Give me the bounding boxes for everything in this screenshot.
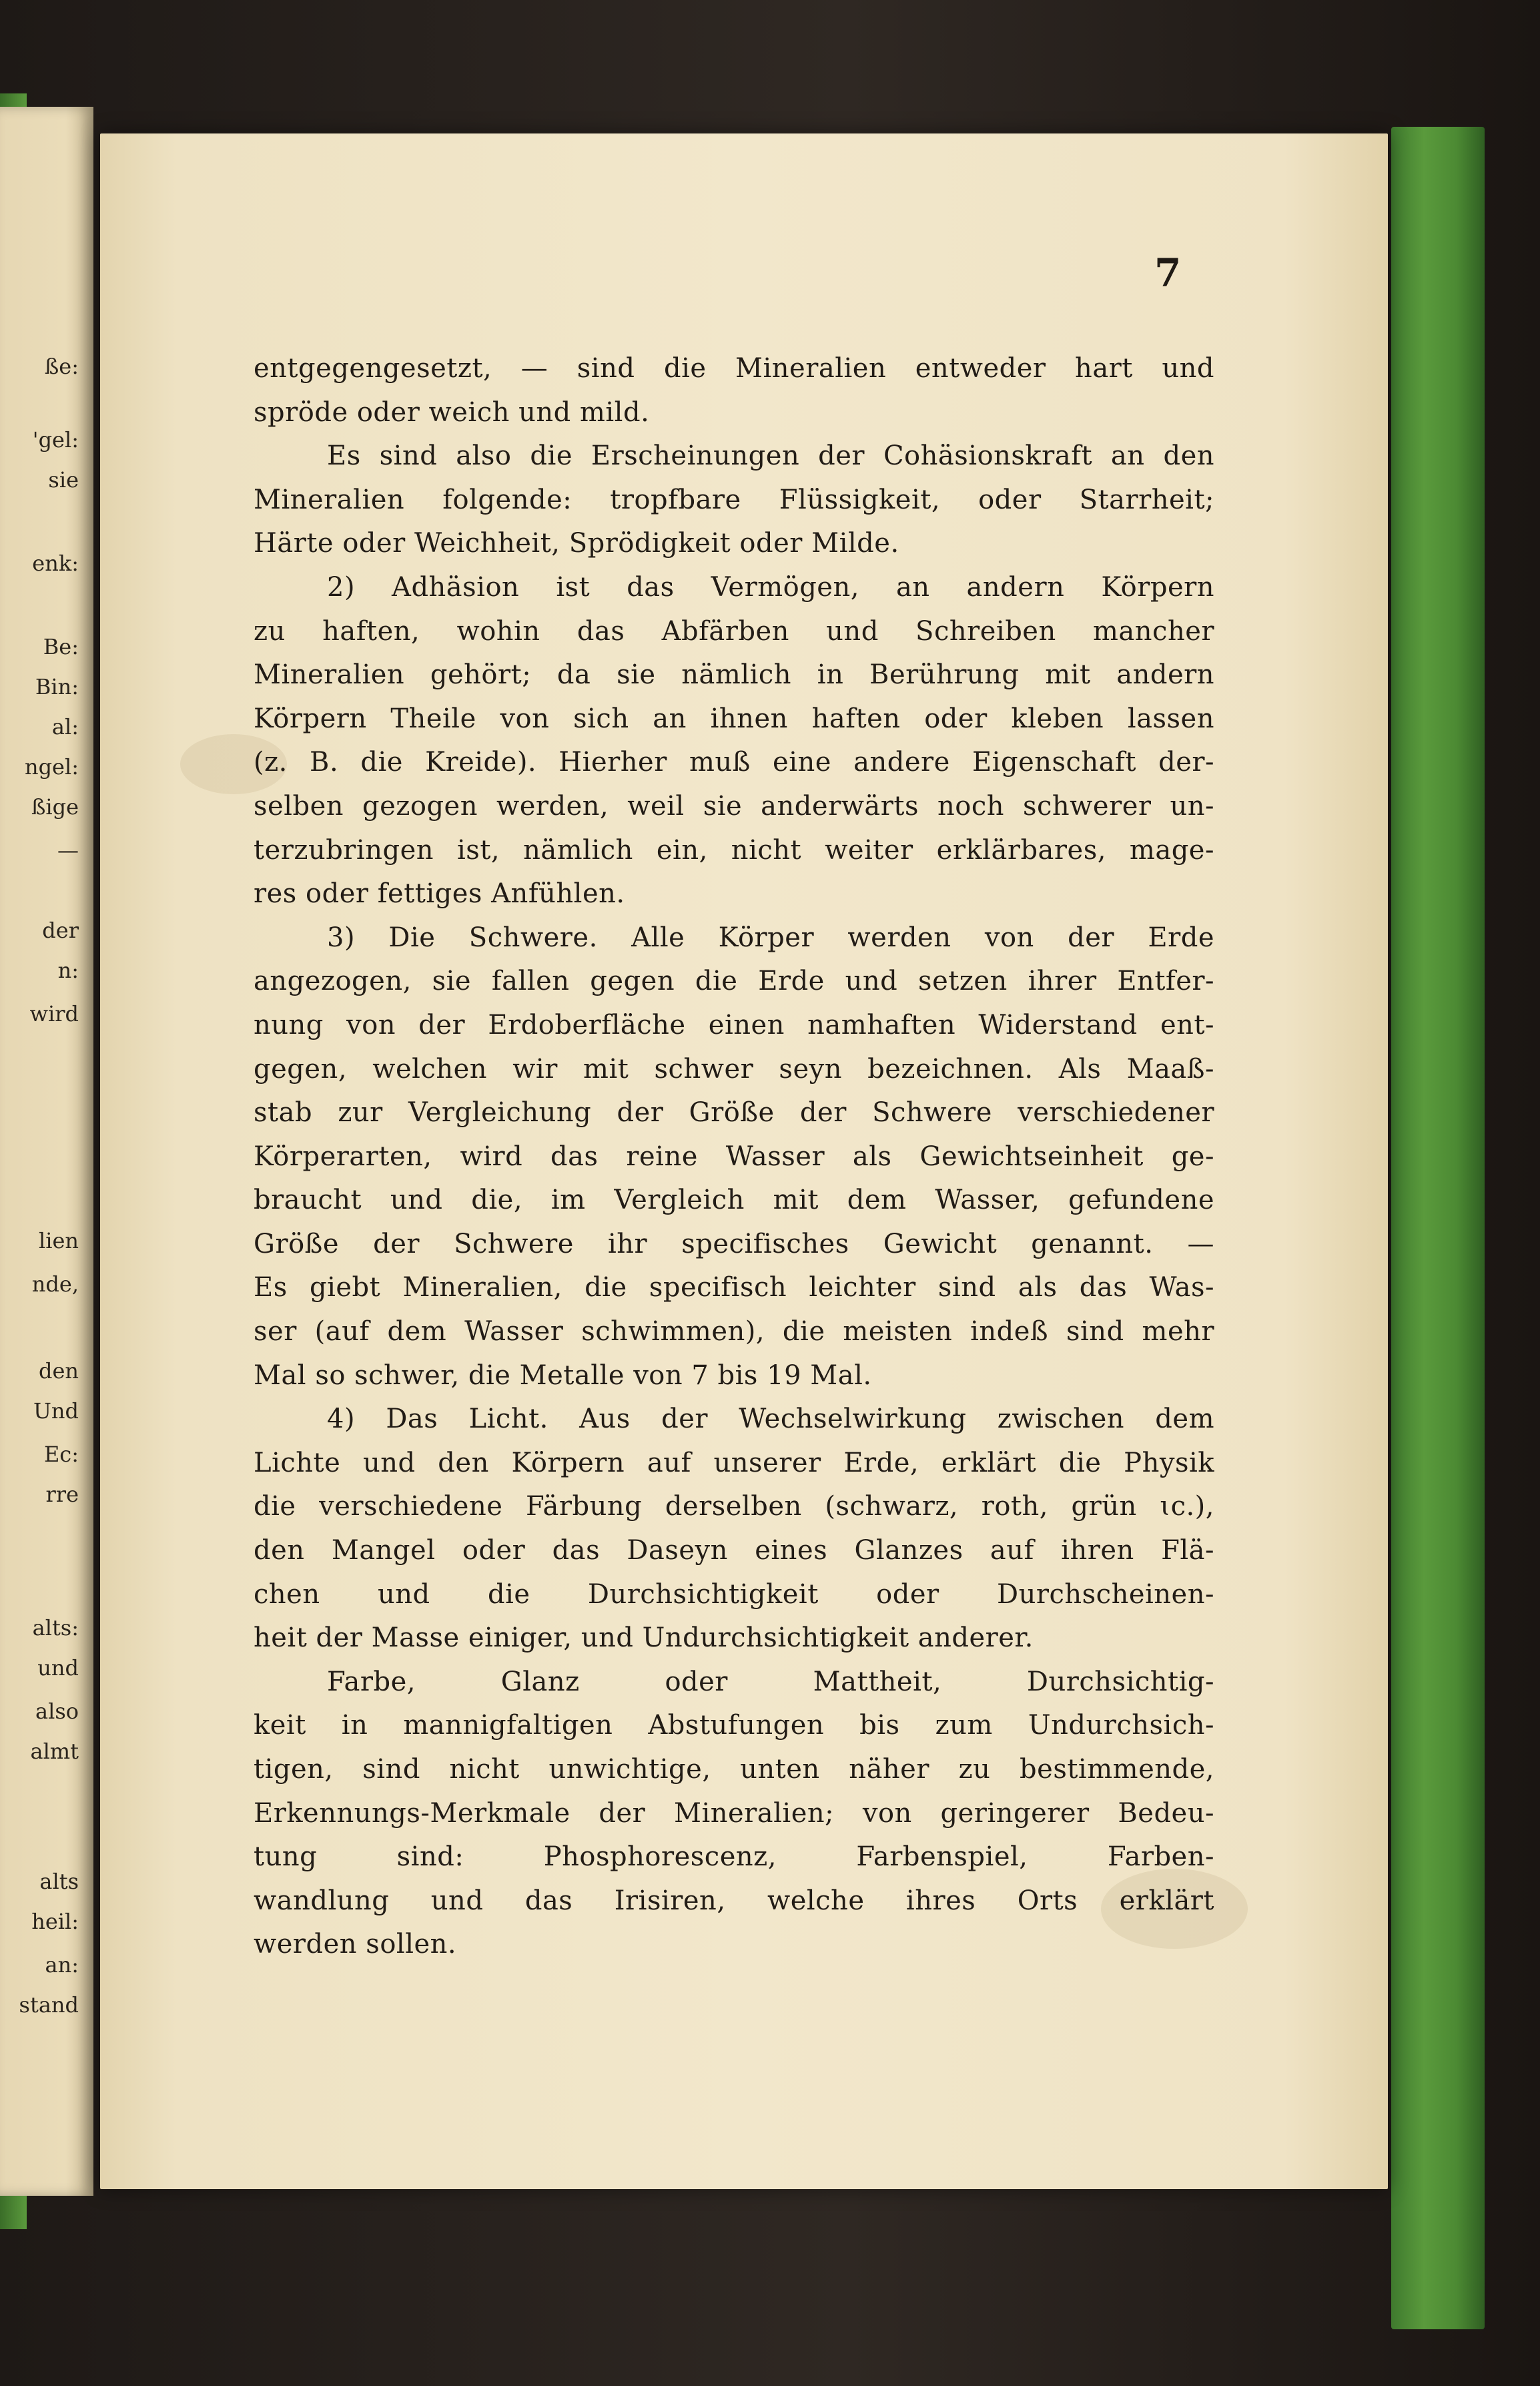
previous-page-fragment: ngel: [24,754,79,780]
previous-page-fragment: almt [30,1739,79,1764]
text-line: Es sind also die Erscheinungen der Cohäsionskraft an den [327,440,1214,472]
text-line: 4) Das Licht. Aus der Wechselwirkung zwischen dem [327,1404,1214,1435]
text-line: Es giebt Mineralien, die specifisch leichter sind als das Was- [254,1272,1214,1303]
previous-page-fragment: ßige [31,794,79,820]
text-line: nung von der Erdoberfläche einen namhaften Widerstand ent- [254,1009,1214,1040]
previous-page-fragment: den [38,1358,79,1384]
text-line: tung sind: Phosphorescenz, Farbenspiel, Farben- [254,1841,1214,1873]
previous-page-fragment: — [57,838,79,863]
text-line: Körperarten, wird das reine Wasser als Gewichtseinheit ge- [254,1141,1214,1172]
previous-page-fragment: alts [39,1869,79,1894]
text-line: Erkennungs-Merkmale der Mineralien; von geringerer Bedeu- [254,1797,1214,1829]
previous-page-fragment: Ec: [43,1442,79,1467]
previous-page-fragment: al: [51,714,79,739]
text-line: terzubringen ist, nämlich ein, nicht weiter erklärbares, mage- [254,834,1214,866]
body-text [254,347,1214,1967]
text-line: den Mangel oder das Daseyn eines Glanzes auf ihren Flä- [254,1535,1214,1566]
text-line: selben gezogen werden, weil sie anderwärts noch schwerer un- [254,790,1214,822]
previous-page-fragment: Be: [43,634,79,659]
previous-page-fragment: ße: [44,354,79,379]
previous-page-fragment: Bin: [35,674,79,699]
previous-page-fragment: der [42,918,79,943]
text-line: chen und die Durchsichtigkeit oder Durchscheinen- [254,1578,1214,1610]
text-line: Mal so schwer, die Metalle von 7 bis 19 Mal. [254,1360,872,1391]
previous-page-fragment: also [35,1699,79,1724]
text-line: ser (auf dem Wasser schwimmen), die meisten indeß sind mehr [254,1316,1214,1348]
text-line: gegen, welchen wir mit schwer seyn bezeichnen. Als Maaß- [254,1053,1214,1085]
text-line: spröde oder weich und mild. [254,396,650,428]
previous-page-fragment: rre [45,1482,79,1507]
text-line: keit in mannigfaltigen Abstufungen bis zum Undurchsich- [254,1710,1214,1741]
text-line: res oder fettiges Anfühlen. [254,878,625,910]
previous-page-fragment: sie [48,467,79,493]
previous-page-fragment: n: [57,958,79,983]
text-line: braucht und die, im Vergleich mit dem Wasser, gefundene [254,1185,1214,1216]
text-line: Körpern Theile von sich an ihnen haften oder kleben lassen [254,703,1214,734]
text-line: zu haften, wohin das Abfärben und Schreiben mancher [254,615,1214,647]
previous-page-fragment: stand [19,1992,79,2018]
text-line: heit der Masse einiger, und Undurchsichtigkeit anderer. [254,1622,1034,1654]
previous-page-fragment: wird [29,1001,79,1026]
text-line: die verschiedene Färbung derselben (schwarz, roth, grün ɩc.), [254,1491,1214,1522]
text-line: 3) Die Schwere. Alle Körper werden von der Erde [327,922,1214,953]
previous-page-fragment: nde, [31,1271,79,1297]
previous-page-fragment: Und [33,1398,79,1424]
previous-page-fragment: und [37,1655,79,1681]
green-book-cover [1391,127,1485,2329]
previous-page-fragment: an: [45,1952,79,1978]
page-number: 7 [1154,250,1182,296]
text-line: wandlung und das Irisiren, welche ihres Orts erklärt [254,1885,1214,1916]
text-line: 2) Adhäsion ist das Vermögen, an andern Körpern [327,571,1214,603]
previous-page-fragment: 'gel: [32,427,79,453]
previous-page-fragment: enk: [32,551,79,576]
text-line: Lichte und den Körpern auf unserer Erde, erklärt die Physik [254,1447,1214,1478]
text-line: angezogen, sie fallen gegen die Erde und setzen ihrer Entfer- [254,966,1214,997]
text-line: Größe der Schwere ihr specifisches Gewicht genannt. — [254,1228,1214,1259]
text-line: Farbe, Glanz oder Mattheit, Durchsichtig- [327,1666,1214,1697]
previous-page-fragment: lien [38,1228,79,1253]
text-line: entgegengesetzt, — sind die Mineralien entweder hart und [254,353,1214,384]
text-line: Mineralien gehört; da sie nämlich in Berührung mit andern [254,659,1214,691]
text-line: werden sollen. [254,1929,457,1960]
text-line: (z. B. die Kreide). Hierher muß eine andere Eigenschaft der- [254,747,1214,778]
previous-page-fragment: alts: [32,1615,79,1641]
text-line: Mineralien folgende: tropfbare Flüssigkeit, oder Starrheit; [254,484,1214,515]
previous-page-strip [0,107,93,2196]
text-line: Härte oder Weichheit, Sprödigkeit oder Milde. [254,528,899,559]
text-line: stab zur Vergleichung der Größe der Schwere verschiedener [254,1097,1214,1129]
book-page [100,133,1388,2189]
previous-page-fragment: heil: [31,1909,79,1934]
text-line: tigen, sind nicht unwichtige, unten näher zu bestimmende, [254,1754,1214,1785]
